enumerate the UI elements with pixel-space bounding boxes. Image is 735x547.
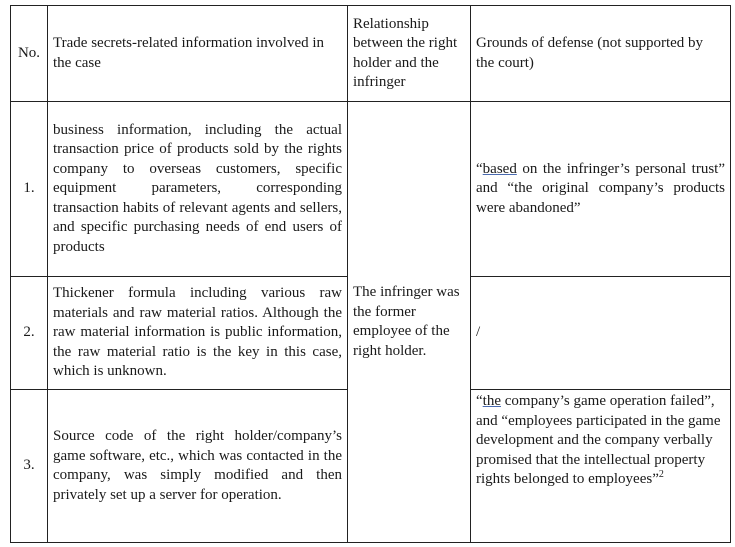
- row-2-no: 2.: [11, 277, 48, 390]
- header-relationship: Relationship between the right holder and the infringer: [348, 6, 471, 102]
- trade-secrets-table: [10, 5, 731, 543]
- row-3-no: 3.: [11, 390, 48, 543]
- row-2-defense: /: [471, 277, 731, 390]
- row-1-defense-text: on the infringer’s personal trust” and “the original company’s products were abandoned”: [476, 160, 725, 216]
- row-1-defense-underlined: based: [482, 160, 517, 177]
- header-defense: Grounds of defense (not supported by the court): [471, 6, 731, 102]
- row-3-defense-underlined: the: [482, 393, 501, 409]
- row-1-no: 1.: [11, 102, 48, 277]
- row-1-defense: [471, 102, 731, 277]
- row-3-defense-quote: “: [476, 393, 483, 409]
- footnote-marker: 2: [658, 469, 664, 480]
- header-info: Trade secrets-related information involved in the case: [48, 6, 348, 102]
- row-3-defense-text: company’s game operation failed”, and “employees participated in the game development and the company verbally promised that the intellectual property rights belonged to employees”: [476, 393, 721, 487]
- header-no: No.: [11, 6, 48, 102]
- row-3-defense: [471, 390, 731, 543]
- row-1-info: business information, including the actual transaction price of products sold by the rights company to overseas customers, specific equipment parameters, corresponding transaction habits of relevant agents and sellers, and specific purchasing needs of end users of products: [48, 102, 348, 277]
- table-row: [11, 102, 731, 277]
- header-row: [11, 6, 731, 102]
- row-1-defense-quote: “: [476, 160, 483, 177]
- row-3-info: Source code of the right holder/company’s game software, etc., which was contacted in the company, was simply modified and then privately set up a server for operation.: [48, 390, 348, 543]
- relationship-cell: The infringer was the former employee of the right holder.: [348, 102, 471, 543]
- row-2-info: Thickener formula including various raw materials and raw material ratios. Although the raw material information is public information, the raw material ratio is the key in this case, which is unknown.: [48, 277, 348, 390]
